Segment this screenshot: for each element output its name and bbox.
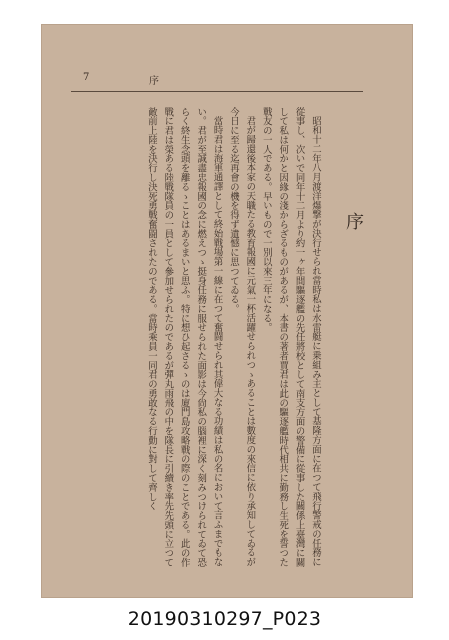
image-caption: 20190310297_P023 xyxy=(127,608,322,630)
header-rule xyxy=(71,91,363,92)
paragraph-1: 昭和十二年八月渡洋爆撃が決行せられ當時私は水雷艇に乗組み主として基隆方面に在つて飛行警戒の任務に從事し、次いで同年十二月より約一ヶ年間驅逐艦の先任將校として南支方面の警備に從事した關係上臺灣に關して私は何かと因緣の淺からざるものがあるが、本書の著者賈君は此の驅逐艦時代相共に勤務し生死を誓つた戰友の一人である。早いもので一別以來三年になる。 xyxy=(260,107,321,568)
page-title: 序 xyxy=(343,212,364,232)
document-page xyxy=(41,24,413,598)
paragraph-2: 君が歸還後本家の天職たる教育報國に元氣一杯活躍せられつゝあることは數度の來信に依り承知してゐるが今日に至る迄再會の機を得ず遺憾に思つてゐる。 xyxy=(227,107,256,568)
page-number: 7 xyxy=(83,72,90,83)
body-text xyxy=(95,107,323,575)
page-header xyxy=(71,72,371,88)
paragraph-3: 當時君は海軍通譯として終始戰場第一線に在つて奮闘せられ其偉大なる功績は私の名において言ふまでもない。君が至誠盡忠報國の念に燃えつゝ挺身任務に服せられた面影は今尙私の腦裡に深く刻みつけられてゐて恐らく終生念頭を離るゝことはあるまいと思ふ。特に想ひ起さるゝのは廈門島攻略戰の際のことである。此の作戰に君は榮ある陸戰隊員の一員として參加せられたのであるが彈丸雨飛の中を隊長に引續き率先先頭に立つて敵前上陸を決行し決死勇戰奮闘されたのである。當時乘員一同君の勇敢なる行動に對して齊しく xyxy=(145,107,223,568)
running-title: 序 xyxy=(149,76,159,87)
